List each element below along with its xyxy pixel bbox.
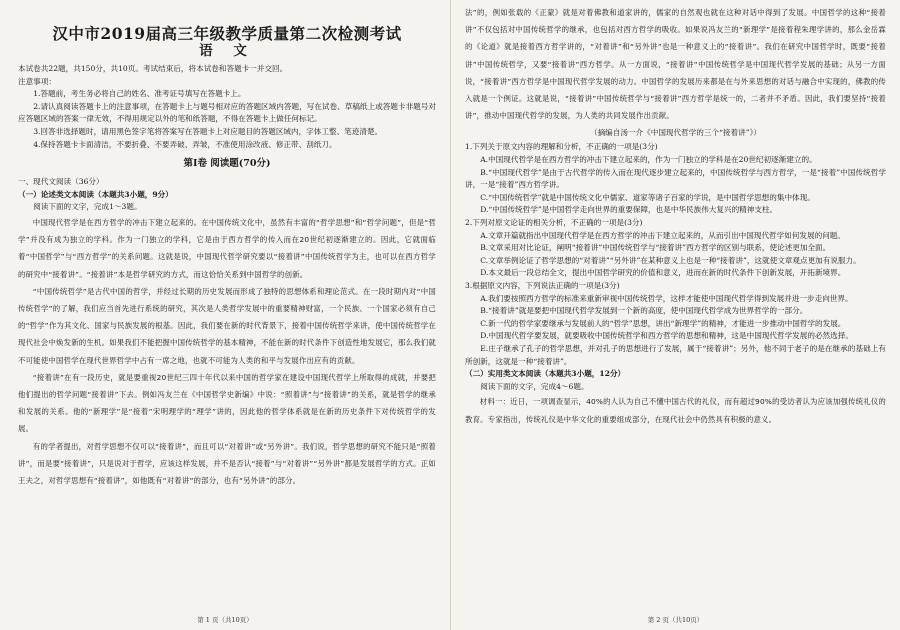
page-footer: 第 1 页（共10页） — [197, 616, 253, 624]
passage-paragraph: 有的学者提出，对哲学思想不仅可以“接着讲”，而且可以“对着讲”或“另外讲”。我们说，哲学思想的研究不能只是“照着讲”，而是要“接着讲”，只是说对于哲学，应该这样发展，并不是否认“接着”与“对着讲”“另外讲”都是发展哲学的方式。正如王夫之，对哲学思想有“接着讲”，如他既有“对着讲”的部分，也有“另外讲”的部分。 — [18, 441, 436, 485]
section-title: 第Ⅰ卷 阅读题(70分) — [183, 158, 271, 170]
subject-title: 语 文 — [199, 43, 255, 59]
notice-item: 3.回答非选择题时，请用黑色签字笔将答案写在答题卡上对应题目的答题区域内，字体工整、笔迹清楚。 — [33, 126, 383, 136]
question-option: C.“中国传统哲学”就是中国传统文化中儒家、道家等诸子百家的学说，是中国哲学思想的集中体现。 — [480, 192, 815, 202]
notice-item: 2.请认真阅读答题卡上的注意事项，在答题卡上与题号相对应的答题区域内答题，写在试卷、草稿纸上或答题卡非题号对应答题区域的答案一律无效，不得用规定以外的笔和纸答题，不得在答题卡上做任何标记。 — [18, 101, 436, 124]
question-option: C.新一代的哲学家要继承与发展前人的“哲学”思想，讲出“新理学”的精神，才能进一步推动中国哲学的发展。 — [480, 318, 846, 328]
question-option: A.中国现代哲学是在西方哲学的冲击下建立起来的，作为一门独立的学科是在20世纪初逐渐建立的。 — [480, 155, 817, 165]
intro-line: 本试卷共22题，共150分，共10页。考试结束后，将本试卷和答题卡一并交回。 — [18, 64, 288, 73]
reading-instruction: 阅读下面的文字，完成1～3题。 — [33, 202, 142, 212]
question-option: B.文章采用对比论证，阐明“接着讲”中国传统哲学与“接着讲”西方哲学的区别与联系，使论述更加全面。 — [480, 243, 831, 253]
subpart-heading: （二）实用类文本阅读（本题共3小题，12分） — [465, 369, 626, 379]
passage-paragraph: 中国现代哲学是在西方哲学的冲击下建立起来的。在中国传统文化中，虽然有丰富的“哲学思想”和“哲学问题”，但是“哲学”并没有成为独立的学科。作为一门独立的学科，它是由于西方哲学的传入而在20世纪初逐渐建立的。因此，它就面临着“中国哲学”与“西方哲学”的关系问题。这就是说，中国现代哲学研究要以“接着讲”中国传统哲学为主，也可以在西方哲学的研究中“接着讲”。“接着讲”本是哲学研究的方式，而这恰恰关系到中国哲学的创新。 — [18, 217, 436, 279]
question-option: B.“中国现代哲学”是由于古代哲学的传入而在现代逐步建立起来的，中国传统哲学与西方哲学，一是“接着”中国传统哲学讲，一是“接着”西方哲学讲。 — [465, 167, 886, 190]
question-stem: 3.根据原文内容，下列说法正确的一项是(3分) — [465, 280, 620, 290]
notice-item: 1.答题前，考生务必将自己的姓名、准考证号填写在答题卡上。 — [33, 89, 246, 99]
question-option: C.文章举例论证了哲学思想的“对着讲”“另外讲”在某种意义上也是一种“接着讲”，这就使文章观点更加有说服力。 — [480, 255, 861, 265]
passage-paragraph: “接着讲”在有一段历史，就是要重视20世纪三四十年代以来中国的哲学家在建设中国现代哲学上所取得的成就，并要把他们提出的哲学问题“接着讲”下去。例如冯友兰在《中国哲学史新编》中说：“照着讲”与“接着讲”的关系，就是哲学的继承和发展的关系。他的“新理学”是“接着”宋明理学的“理学”讲的，因此他的哲学体系就是在新的历史条件下对传统哲学的发展。 — [18, 372, 436, 434]
question-option: B.“接着讲”就是要把中国现代哲学发展到一个新的高度，使中国现代哲学成为世界哲学的一部分。 — [480, 306, 808, 316]
part-heading: 一、现代文阅读（36分） — [18, 177, 104, 187]
question-option: A.我们要按照西方哲学的标准来重新审视中国传统哲学，这样才能使中国现代哲学得到发展并进一步走向世界。 — [480, 293, 853, 303]
exam-title: 汉中市2019届高三年级教学质量第二次检测考试 — [52, 24, 402, 43]
passage-paragraph: “中国传统哲学”是古代中国的哲学，并经过长期的历史发展而形成了独特的思想体系和理论范式。在一段时期内对“中国传统哲学”的了解，我们应当首先进行系统的研究，其次是人类哲学发展中的重要精神财富，一个民族、一个国家必须有自己的“哲学”作为其文化、国家与民族发展的根基。因此，我们要在新的时代背景下，接着中国传统哲学来讲，使中国传统哲学在现代社会中焕发新的生机。如果我们不能把握中国传统哲学的基本精神，不能在新的时代条件下创造性地发展它，那么我们就不可能使中国哲学在现代世界哲学中占有一席之地，也就不可能为人类的和平与发展作出应有的贡献。 — [18, 286, 436, 365]
question-option: D.本文最后一段总结全文，提出中国哲学研究的价值和意义，进而在新的时代条件下创新发展，开拓新境界。 — [480, 268, 846, 278]
question-option: D.中国现代哲学要发展，就要吸收中国传统哲学和西方哲学的思想和精神，这是中国现代哲学发展的必然选择。 — [480, 331, 853, 341]
notice-heading: 注意事项： — [18, 76, 56, 86]
source-note: （摘编自汤一介《中国现代哲学的三个“接着讲”》） — [589, 128, 762, 138]
subpart-heading: （一）论述类文本阅读（本题共3小题，9分） — [18, 189, 173, 199]
material-paragraph: 材料一：近日，一项调查显示，40%的人认为自己不懂中国古代的礼仪，而有超过90%的受访者认为应该加强传统礼仪的教育。专家指出，传统礼仪是中华文化的重要组成部分，在现代社会中仍然具有积极的意义。 — [465, 397, 886, 424]
question-stem: 1.下列关于原文内容的理解和分析，不正确的一项是(3分) — [465, 142, 658, 152]
question-stem: 2.下列对原文论证的相关分析，不正确的一项是(3分) — [465, 217, 643, 227]
reading-instruction: 阅读下面的文字，完成4～6题。 — [480, 381, 589, 391]
notice-item: 4.保持答题卡卡面清洁，不要折叠、不要弄破、弄皱，不准使用涂改液、修正带、刮纸刀。 — [33, 139, 337, 149]
page-footer: 第 2 页（共10页） — [647, 616, 704, 624]
passage-continuation: 法”的，例如张载的《正蒙》就是对着佛教和道家讲的，儒家的自然观也就在这种对话中得到了发展。中国哲学的这种“接着讲”不仅包括对中国传统哲学的继承，也包括对西方哲学的吸收。如果说冯友兰的“新理学”是接着程朱理学讲的，那么金岳霖的《论道》就是接着西方哲学讲的，“对着讲”和“另外讲”也是一种意义上的“接着讲”。我们在研究中国哲学时，既要“接着讲”中国传统哲学，又要“接着讲”西方哲学。从一方面说，“接着讲”中国传统哲学是中国现代哲学发展的基础；从另一方面说，“接着讲”西方哲学是中国现代哲学发展的动力。中国哲学的发展历来都是在与外来思想的对话与融合中实现的，佛教的传入就是一个例证。这就是说，“接着讲”中国传统哲学与“接着讲”西方哲学是统一的，二者并不矛盾。因此，我们要坚持“接着讲”，推动中国现代哲学的发展，为人类的共同发展作出贡献。 — [465, 8, 886, 121]
question-option: D.“中国传统哲学”是中国哲学走向世界的重要保障，也是中华民族伟大复兴的精神支柱。 — [480, 205, 778, 215]
question-option: E.庄子继承了孔子的哲学思想，并对孔子的思想进行了发展，属于“接着讲”；另外，他不同于老子的是在继承的基础上有所创新，这就是一种“接着讲”。 — [465, 343, 886, 366]
page-two — [450, 0, 900, 630]
question-option: A.文章开篇就指出中国现代哲学是在西方哲学的冲击下建立起来的，从而引出中国现代哲学如何发展的问题。 — [480, 230, 845, 240]
